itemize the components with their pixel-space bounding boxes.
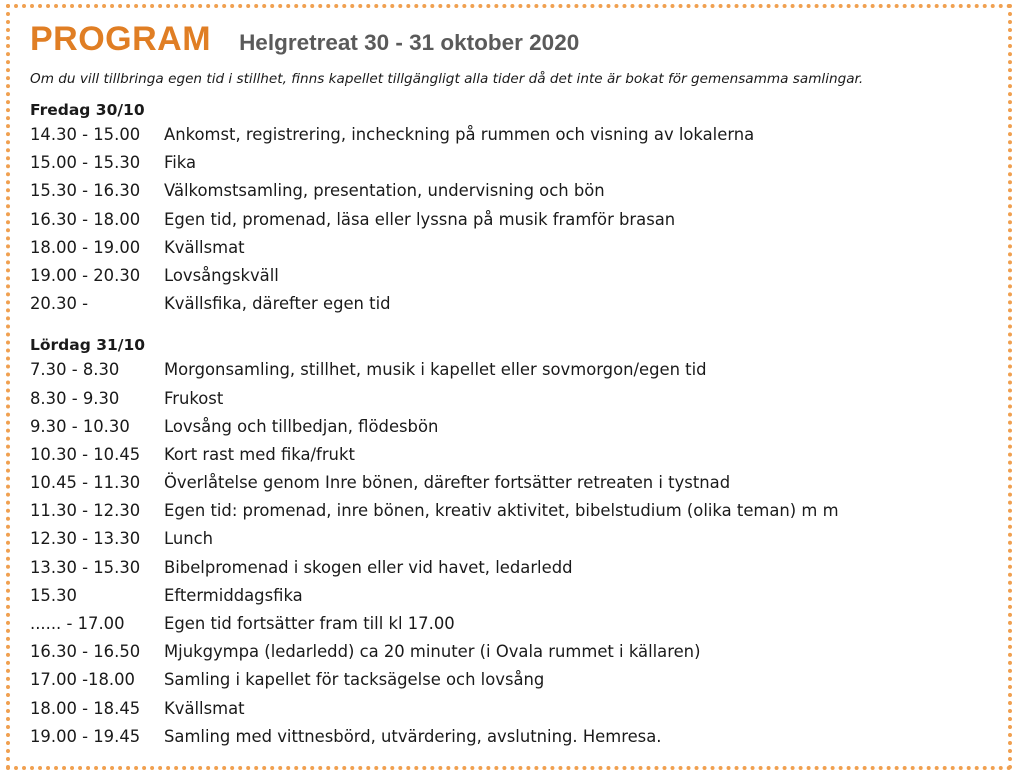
schedule-row: [30, 149, 1000, 177]
activity-text: Egen tid, promenad, läsa eller lyssna på musik framför brasan: [164, 209, 676, 229]
time-slot: 18.00 - 18.45: [30, 698, 141, 718]
time-slot: 11.30 - 12.30: [30, 501, 141, 521]
time-slot: 16.30 - 16.50: [30, 642, 141, 662]
schedule-row: [30, 666, 1000, 694]
activity-text: Egen tid fortsätter fram till kl 17.00: [164, 614, 455, 633]
schedule-fredag: [30, 121, 1000, 318]
schedule-row: [30, 206, 1000, 234]
program-title: PROGRAM: [30, 20, 212, 58]
schedule-row: [30, 525, 1000, 553]
schedule-row: [30, 497, 1000, 525]
activity-text: Kvällsmat: [164, 237, 245, 257]
activity-text: Fika: [164, 153, 197, 173]
program-header: [30, 20, 1000, 62]
time-slot: 14.30 - 15.00: [30, 125, 141, 144]
time-slot: 20.30 -: [30, 294, 89, 314]
activity-text: Samling med vittnesbörd, utvärdering, avslutning. Hemresa.: [164, 726, 662, 746]
time-slot: 9.30 - 10.30: [30, 416, 130, 436]
schedule-row: [30, 582, 1000, 610]
time-slot: 15.30 - 16.30: [30, 181, 141, 201]
activity-text: Eftermiddagsfika: [164, 585, 303, 605]
activity-text: Överlåtelse genom Inre bönen, därefter fortsätter retreaten i tystnad: [164, 473, 731, 493]
schedule-row: [30, 262, 1000, 290]
activity-text: Mjukgympa (ledarledd) ca 20 minuter (i Ovala rummet i källaren): [164, 642, 701, 662]
time-slot: 15.30: [30, 585, 77, 605]
time-slot: 8.30 - 9.30: [30, 388, 120, 408]
activity-text: Samling i kapellet för tacksägelse och lovsång: [164, 670, 545, 690]
time-slot: 10.45 - 11.30: [30, 473, 141, 493]
program-document: [30, 20, 1000, 751]
activity-text: Kvällsmat: [164, 698, 245, 718]
schedule-row: [30, 385, 1000, 413]
activity-text: Välkomstsamling, presentation, undervisning och bön: [164, 181, 605, 201]
day-heading-lordag: Lördag 31/10: [30, 336, 146, 355]
activity-text: Morgonsamling, stillhet, musik i kapellet eller sovmorgon/egen tid: [164, 360, 707, 380]
schedule-row: [30, 723, 1000, 751]
activity-text: Lunch: [164, 529, 214, 549]
schedule-row: [30, 121, 1000, 149]
time-slot: 19.00 - 20.30: [30, 265, 141, 285]
activity-text: Bibelpromenad i skogen eller vid havet, ledarledd: [164, 557, 573, 577]
schedule-row: [30, 441, 1000, 469]
schedule-row: [30, 356, 1000, 384]
time-slot: 16.30 - 18.00: [30, 209, 141, 229]
schedule-row: [30, 234, 1000, 262]
time-slot: 12.30 - 13.30: [30, 529, 141, 549]
time-slot: 18.00 - 19.00: [30, 237, 141, 257]
activity-text: Kort rast med fika/frukt: [164, 444, 355, 464]
schedule-row: [30, 610, 1000, 638]
activity-text: Egen tid: promenad, inre bönen, kreativ aktivitet, bibelstudium (olika teman) m m: [164, 501, 839, 521]
schedule-row: [30, 695, 1000, 723]
time-slot: 17.00 -18.00: [30, 670, 135, 690]
intro-note: Om du vill tillbringa egen tid i stillhet, finns kapellet tillgängligt alla tider då det inte är bokat för gemensamma samlingar.: [30, 71, 864, 87]
event-subtitle: Helgretreat 30 - 31 oktober 2020: [239, 30, 580, 55]
time-slot: 7.30 - 8.30: [30, 360, 120, 380]
section-gap: [30, 318, 1000, 328]
schedule-row: [30, 638, 1000, 666]
time-slot: 10.30 - 10.45: [30, 444, 141, 464]
time-slot: 19.00 - 19.45: [30, 726, 141, 746]
time-slot: 15.00 - 15.30: [30, 153, 141, 173]
schedule-row: [30, 469, 1000, 497]
schedule-lordag: [30, 356, 1000, 751]
day-heading-fredag: Fredag 30/10: [30, 101, 145, 119]
activity-text: Frukost: [164, 388, 224, 408]
activity-text: Lovsångskväll: [164, 265, 279, 285]
schedule-row: [30, 290, 1000, 318]
schedule-row: [30, 413, 1000, 441]
activity-text: Lovsång och tillbedjan, flödesbön: [164, 416, 439, 436]
time-slot: ...... - 17.00: [30, 614, 125, 633]
schedule-row: [30, 554, 1000, 582]
schedule-row: [30, 177, 1000, 205]
time-slot: 13.30 - 15.30: [30, 557, 141, 577]
activity-text: Kvällsfika, därefter egen tid: [164, 294, 391, 314]
activity-text: Ankomst, registrering, incheckning på rummen och visning av lokalerna: [164, 125, 755, 144]
